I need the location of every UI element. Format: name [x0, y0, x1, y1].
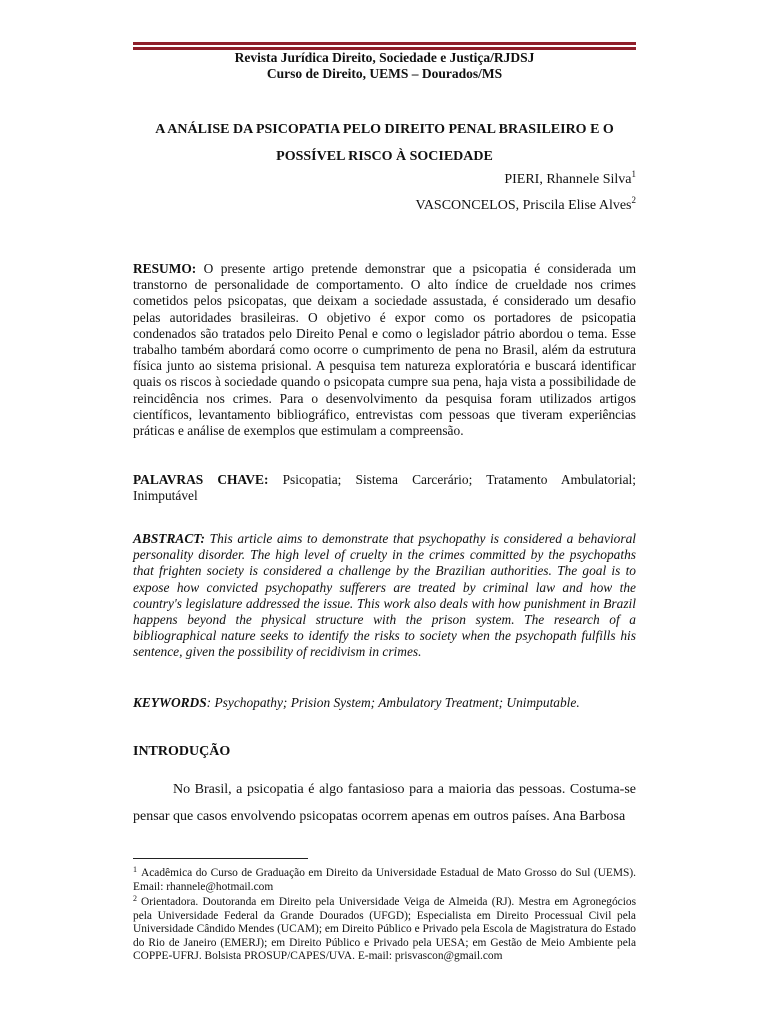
footnote-1-text: Acadêmica do Curso de Graduação em Direito da Universidade Estadual de Mato Grosso do Sul (UEMS). Email: rhannele@hotmail.com — [133, 867, 636, 893]
introducao-heading: INTRODUÇÃO — [133, 744, 231, 759]
author-2-name: VASCONCELOS, Priscila Elise Alves — [415, 198, 632, 213]
title-line-1: A ANÁLISE DA PSICOPATIA PELO DIREITO PENAL BRASILEIRO E O — [155, 122, 614, 137]
keywords-paragraph — [133, 695, 636, 711]
introducao-paragraph: No Brasil, a psicopatia é algo fantasioso para a maioria das pessoas. Costuma-se pensar que casos envolvendo psicopatas ocorrem apenas em outros países. Ana Barbosa — [133, 782, 636, 824]
article-title — [133, 116, 636, 170]
author-1-name: PIERI, Rhannele Silva — [504, 172, 632, 187]
keywords-text: : Psychopathy; Prision System; Ambulatory Treatment; Unimputable. — [206, 695, 580, 710]
footnote-1 — [133, 863, 636, 894]
journal-course: Curso de Direito, UEMS – Dourados/MS — [266, 66, 503, 81]
resumo-text: O presente artigo pretende demonstrar que a psicopatia é considerada um transtorno de personalidade de comportamento. O alto índice de crueldade nos crimes cometidos pelos psicopatas, que deixam a sociedade assustada, é considerado um desafio pelas autoridades brasileiras. O objetivo é expor como os portadores de psicopatia condenados são tratados pelo Direito Penal e como o legislador pátrio abordou o tema. Esse trabalho também abordará como ocorre o cumprimento de pena no Brasil, além da estrutura física junto ao sistema prisional. A pesquisa tem natureza exploratória e buscará identificar quais os riscos à sociedade quando o psicopata cumpre sua pena, haja vista a possibilidade de reincidência nos crimes. Para o desenvolvimento da pesquisa foram utilizados artigos científicos, levantamento bibliográfico, entrevistas com pessoas que tiveram experiências práticas e análise de exemplos que estimulam a compreensão. — [133, 261, 636, 439]
palavras-chave-label: PALAVRAS CHAVE: — [133, 472, 269, 487]
author-1-footnote-ref[interactable]: 1 — [631, 169, 636, 179]
abstract-paragraph — [133, 531, 636, 661]
palavras-chave-text: Psicopatia; Sistema Carcerário; Tratamento Ambulatorial; Inimputável — [133, 472, 636, 504]
resumo-label: RESUMO: — [133, 261, 197, 276]
keywords-label: KEYWORDS — [133, 695, 207, 710]
journal-header — [133, 50, 636, 82]
footnote-separator — [133, 858, 308, 859]
journal-name: Revista Jurídica Direito, Sociedade e Justiça/RJDSJ — [234, 50, 535, 65]
footnote-2-number: 2 — [133, 894, 137, 903]
abstract-label: ABSTRACT: — [133, 531, 205, 546]
resumo-paragraph — [133, 261, 636, 439]
footnote-2-text: Orientadora. Doutoranda em Direito pela Universidade Veiga de Almeida (RJ). Mestra em Agronegócios pela Universidade Federal da Grande Dourados (UFGD); Especialista em Direito Processual Civil pela Universidade Cândido Mendes (UCAM); em Direito Público e Privado pela Escola de Magistratura do Estado do Rio de Janeiro (EMERJ); em Direito Público e Privado pela UESA; em Gestão de Meio Ambiente pela COPPE-UFRJ. Bolsista PROSUP/CAPES/UVA. E-mail: prisvascon@gmail.com — [133, 896, 636, 962]
footnote-2 — [133, 892, 636, 964]
author-2-footnote-ref[interactable]: 2 — [631, 195, 636, 205]
author-1 — [504, 166, 636, 188]
footnote-1-number: 1 — [133, 865, 137, 874]
palavras-chave-paragraph — [133, 472, 636, 504]
title-line-2: POSSÍVEL RISCO À SOCIEDADE — [276, 149, 493, 164]
abstract-text: This article aims to demonstrate that psychopathy is considered a behavioral personality disorder. The high level of cruelty in the crimes committed by the psychopaths that frighten society is considered a challenge by the Brazilian authorities. The goal is to expose how convicted psychopathy sufferers are treated by criminal law and how the country's legislature addressed the issue. This work also deals with how punishment in Brazil happens beyond the physical structure with the prison system. The research of a bibliographical nature seeks to identify the risks to society when the psychopath fulfills his sentence, given the possibility of recidivism in crimes. — [133, 531, 636, 660]
header-rule-top — [133, 42, 636, 45]
author-2 — [416, 192, 636, 214]
